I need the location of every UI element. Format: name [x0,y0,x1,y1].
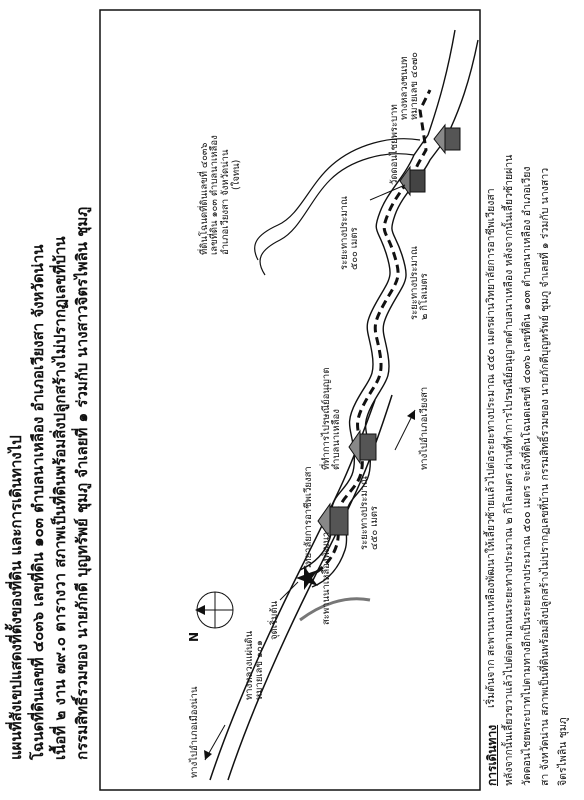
arrow-to-nan-icon [204,725,225,760]
directions-line-4: สา จังหวัดน่าน สภาพเป็นที่ดินพร้อมสิ่งปลูกสร้างไม่ปรากฏเลขที่บ้าน กรรมสิทธิ์รวมของ นายภักดีบุญทรัพย์ ชุมภู จำเลยที่ ๑ ร่วมกับ นางสาว [539,167,551,786]
label-distance-2km: ระยะทางประมาณ ๒ กิโลเมตร [409,246,431,320]
label-start-point: จุดเริ่มต้น [269,600,280,640]
label-distance-450m: ระยะทางประมาณ ๔๕๐ เมตร [359,476,381,550]
label-to-nan: ทางไปอำเภอเมืองน่าน [189,686,200,778]
stream [300,599,370,620]
directions-line-2: หลังจากนั้นเลี้ยวขวาแล้วไปต่อตามถนนระยะทางประมาณ ๒ กิโลเมตร ผ่านที่ทำการไปรษณีย์อนุญาตตำบลนาเหลือง หลังจากนั้นเลี้ยวซ้ายผ่าน [503,154,515,786]
directions-heading: การเดินทาง [485,724,499,786]
label-to-wiangsa: ทางไปอำเภอเวียงสา [419,386,430,470]
label-temple: วัดดอนไชยพระบาท [389,104,400,185]
north-label: N [187,631,201,642]
directions-line-5: จิตรไพลิน ชุมภู [557,717,569,786]
land-area-line: เนื้อที่ ๒ งาน ๗๙.๐ ตารางวา สภาพเป็นที่ดินพร้อมสิ่งปลูกสร้างไม่ปรากฏเลขที่บ้าน [51,236,69,760]
label-distance-500m: ระยะทางประมาณ ๕๐๐ เมตร [339,196,361,270]
directions-line-3: วัดดอนไชยพระบาทไปตามทางอีกเป็นระยะทางประมาณ ๕๐๐ เมตร จะถึงที่ดินโฉนดเลขที่ ๔๐๓๖ เลขที่ดิน ๑๐๓ ตำบลนาเหลือง อำเภอเวียง [521,166,533,786]
label-highway-101: ทางหลวงแผ่นดิน หมายเลข ๑๐๑ [244,630,266,700]
label-land-parcel: ที่ดินโฉนดที่ดินเลขที่ ๔๐๓๖ เลขที่ดิน ๑๐๓ ตำบลนาเหลือง อำเภอเวียงสา จังหวัดน่าน [199,135,231,255]
land-title-line: โฉนดที่ดินเลขที่ ๔๐๓๖ เลขที่ดิน ๑๐๓ ตำบลนาเหลือง อำเภอเวียงสา จังหวัดน่าน [29,244,47,760]
map-title: แผนที่สังเขปแสดงที่ตั้งของที่ดิน และการเดินทางไป [7,435,25,760]
land-building [400,167,425,195]
label-college: วิทยาลัยการอาชีพเวียงสา [303,466,314,570]
directions-line-1: เริ่มต้นจาก สะพานนาเหลืองพัฒนาให้เลี้ยวซ้ายแล้วไปต่อระยะทางประมาณ ๔๕๐ เมตรผ่านวิทยาลัยการอาชีพเวียงสา [485,188,497,708]
north-arrow-icon [195,592,233,628]
owners-line: กรรมสิทธิ์รวมของ นายภักดี บุญทรัพย์ ชุมภู จำเลยที่ ๑ ร่วมกับ นางสาวจิตรไพลิน ชุมภู [73,206,91,760]
arrow-to-wiangsa-icon [395,410,415,450]
label-highway-1080: ทางหลวงชนบท หมายเลข ๔๐๗๐ [399,52,421,120]
label-subject-mark: (ใจทน) [231,159,242,190]
label-market-bridge: สะพานนาเหลืองพัฒนา [321,531,332,625]
label-post-office: ที่ทำการไปรษณีย์อนุญาต ตำบลนาเหลือง [321,367,343,470]
highway-1080-road [428,30,478,140]
